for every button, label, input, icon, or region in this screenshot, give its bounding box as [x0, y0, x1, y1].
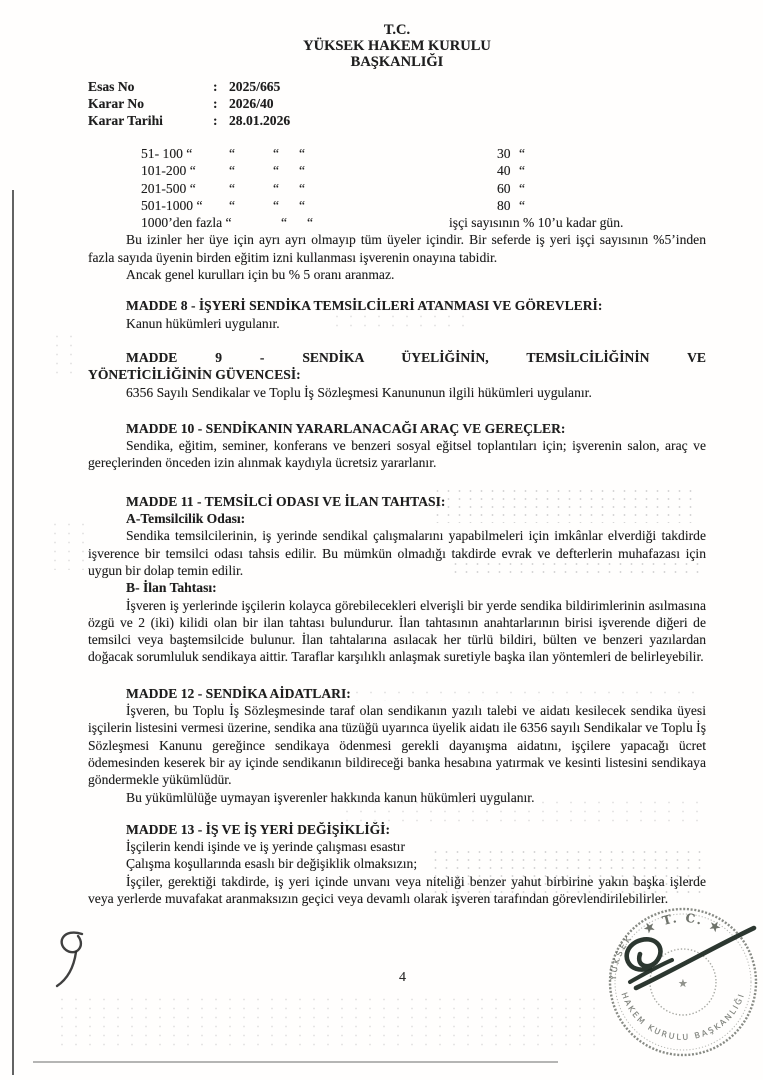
meta-label: Karar No — [88, 96, 145, 111]
table-row — [141, 162, 706, 179]
ditto-mark: “ — [229, 163, 236, 179]
ditto-mark: “ — [229, 146, 236, 161]
ditto-mark: “ — [307, 215, 314, 231]
letterhead-org: YÜKSEK HAKEM KURULU — [303, 38, 491, 54]
table-row — [141, 180, 706, 197]
letterhead-tc: T.C. — [383, 22, 411, 38]
article-body: Sendika temsilcilerinin, iş yerinde sendikal çalışmalarını yapabilmeleri için imkânlar elverdiği takdirde işverence bir temsilci odası tahsis edilir. Bu mümkün olmadığı takdirde evrak ve defterlerin muhafazası için uygun bir dolap temin edilir. — [88, 528, 706, 578]
letterhead-unit: BAŞKANLIĞI — [350, 54, 444, 70]
handwritten-mark-icon — [52, 926, 92, 992]
article-body: 6356 Sayılı Sendikalar ve Toplu İş Sözleşmesi Kanununun ilgili hükümleri uygulanır. — [126, 384, 592, 400]
table-row — [141, 214, 706, 231]
table-row — [141, 197, 706, 214]
article-title-line1: MADDE 9 - SENDİKA ÜYELİĞİNİN, TEMSİLCİLİĞİNİN VE — [126, 349, 706, 365]
article-madde-12 — [88, 685, 706, 806]
article-line2: Çalışma koşullarında esaslı bir değişiklik olmaksızın; — [126, 856, 418, 872]
article-title: MADDE 11 - TEMSİLCİ ODASI VE İLAN TAHTASI: — [126, 493, 446, 509]
ditto-mark: “ — [273, 197, 280, 213]
article-title: MADDE 8 - İŞYERİ SENDİKA TEMSİLCİLERİ ATANMASI VE GÖREVLERİ: — [126, 298, 603, 314]
meta-row-karar-no — [88, 95, 706, 112]
worker-range-cell: 501-1000 “ — [141, 197, 203, 213]
ditto-mark: “ — [519, 146, 526, 161]
page-number: 4 — [399, 970, 406, 985]
meta-colon: : — [213, 96, 218, 111]
signature-scrawl-icon — [610, 916, 762, 998]
article-body: İşveren iş yerlerinde işçilerin kolayca görebilecekleri elverişli bir yerde sendika bildirimlerinin asılmasına özgü ve 2 (iki) kilidi olan bir ilan tahtası bulundurur. İlan tahtasının anahtarlarının birisi işverende diğeri de temsilci veya baştemsilcide bulunur. İlan tahtalarına asılacak her türlü bildiri, bülten ve benzeri yazılardan doğacak sorumluluk sendikaya aittir. Taraflar karşılıklı anlaşmak suretiyle başka ilan yöntemleri de belirleyebilir. — [88, 597, 706, 665]
days-value-cell: 60 — [497, 180, 511, 196]
seal-tc-text: ★ T. C. ★ — [641, 910, 725, 937]
meta-colon: : — [213, 113, 218, 128]
ditto-mark: “ — [299, 180, 306, 196]
article-madde-10 — [88, 420, 706, 472]
article-title: MADDE 13 - İŞ VE İŞ YERİ DEĞİŞİKLİĞİ: — [126, 821, 391, 837]
ditto-mark: “ — [299, 163, 306, 179]
ditto-mark: “ — [281, 215, 288, 231]
article-line1: İşçilerin kendi işinde ve iş yerinde çalışması esastır — [126, 839, 405, 855]
leave-days-table — [141, 145, 706, 231]
ditto-mark: “ — [299, 197, 306, 213]
svg-text:HAKEM KURULU BAŞKANLIĞI — [620, 991, 747, 1042]
meta-value: 2026/40 — [229, 96, 274, 111]
ditto-mark: “ — [519, 163, 526, 179]
ditto-mark: “ — [229, 180, 236, 196]
ditto-mark: “ — [519, 180, 526, 196]
seal-left-text: YÜKSEK — [608, 932, 635, 981]
seal-star-icon: ★ — [678, 977, 688, 990]
worker-range-cell: 201-500 “ — [141, 180, 196, 196]
case-meta-block — [88, 78, 706, 129]
scan-noise — [48, 520, 90, 570]
article-title: MADDE 10 - SENDİKANIN YARARLANACAĞI ARAÇ VE GEREÇLER: — [126, 420, 566, 436]
meta-label: Esas No — [88, 79, 135, 94]
days-value-cell: 40 — [497, 163, 511, 179]
scan-noise — [50, 332, 80, 374]
meta-label: Karar Tarihi — [88, 113, 163, 128]
worker-range-cell: 101-200 “ — [141, 163, 196, 179]
ditto-mark: “ — [299, 146, 306, 161]
paragraph-general-assembly: Ancak genel kurulları için bu % 5 oranı aranmaz. — [126, 267, 395, 283]
meta-row-esas-no — [88, 78, 706, 95]
article-body: İşçiler, gerektiği takdirde, iş yeri içinde unvanı veya niteliği benzer yahut birbirine yakın başka işlerde veya yerlerde muvafakat aranmaksızın geçici veya devamlı olarak işveren tarafından görevlendirilebilirler. — [88, 873, 706, 906]
scan-edge-line — [33, 1061, 558, 1063]
worker-range-cell: 1000’den fazla “ — [141, 215, 232, 231]
ditto-mark: “ — [273, 163, 280, 179]
meta-value: 2025/665 — [229, 79, 281, 94]
article-title: MADDE 12 - SENDİKA AİDATLARI: — [126, 685, 351, 701]
scan-noise — [55, 995, 595, 1051]
article-madde-13 — [88, 821, 706, 907]
article-body: Sendika, eğitim, seminer, konferans ve benzeri sosyal eğitsel toplantıları için; işverenin salon, araç ve gereçlerinden önceden izin alınmak kaydıyla ücretsiz yararlanır. — [88, 438, 706, 471]
ditto-mark: “ — [273, 146, 280, 161]
ditto-mark: “ — [273, 180, 280, 196]
table-row — [141, 145, 706, 162]
letterhead — [88, 22, 706, 70]
article-body2: Bu yükümlülüğe uymayan işverenler hakkında kanun hükümleri uygulanır. — [126, 789, 535, 805]
seal-bottom-text: HAKEM KURULU BAŞKANLIĞI — [619, 991, 747, 1042]
meta-colon: : — [213, 79, 218, 94]
days-value-cell: işçi sayısının % 10’u kadar gün. — [449, 215, 624, 231]
scan-edge-line — [12, 190, 14, 1075]
article-body: Kanun hükümleri uygulanır. — [126, 315, 280, 331]
article-madde-11 — [88, 493, 706, 666]
article-title-line2: YÖNETİCİLİĞİNİN GÜVENCESİ: — [88, 367, 301, 383]
ditto-mark: “ — [519, 197, 526, 213]
days-value-cell: 30 — [497, 146, 511, 161]
meta-row-karar-tarihi — [88, 112, 706, 129]
article-body: İşveren, bu Toplu İş Sözleşmesinde taraf olan sendikanın yazılı talebi ve aidatı kesilecek sendika üyesi işçilerin listesini vermesi üzerine, sendika ana tüzüğü uyarınca üyelik aidatı ile 6356 sayılı Sendikalar ve Toplu İş Sözleşmesi Kanunu gereğince sendikaya ödenmesi gerekli dayanışma aidatını, işçilere yapacağı ücret ödemesinden keserek bir ay içinde sendikanın bildireceği banka hesabına yatırmak ve kesinti listesini sendikaya göndermekle yükümlüdür. — [88, 703, 706, 788]
ditto-mark: “ — [229, 197, 236, 213]
sub-heading-temsilcilik-odasi: A-Temsilcilik Odası: — [126, 511, 246, 527]
worker-range-cell: 51- 100 “ — [141, 146, 193, 161]
sub-heading-ilan-tahtasi: B- İlan Tahtası: — [126, 580, 217, 596]
article-madde-8 — [88, 297, 706, 332]
days-value-cell: 80 — [497, 197, 511, 213]
article-madde-9 — [88, 349, 706, 401]
meta-value: 28.01.2026 — [229, 113, 291, 128]
paragraph-leave-rules: Bu izinler her üye için ayrı ayrı olmayıp tüm üyeler içindir. Bir seferde iş yeri işçi sayısının %5’inden fazla sayıda üyenin birden eğitim izni kullanması işverenin onayına tabidir. — [88, 232, 706, 265]
